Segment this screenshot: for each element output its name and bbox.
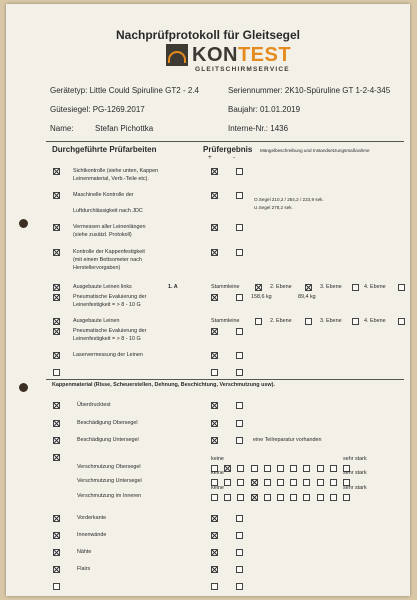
row-checkbox[interactable] (53, 369, 60, 376)
result-plus-checkbox[interactable] (211, 566, 218, 573)
interne-nr: Interne-Nr.: 1436 (228, 124, 289, 133)
measurement-note: O.Segel 210,2 / 254,2 / 223,9 sek. (254, 197, 324, 202)
kappen-checkbox[interactable] (53, 454, 60, 461)
row-label: Ausgebaute Leinen links (73, 284, 132, 290)
result-minus-checkbox[interactable] (236, 224, 243, 231)
kappen-label: Verschmutzung im Inneren (77, 493, 142, 499)
verschmutzung-scale-box[interactable] (224, 465, 231, 472)
verschmutzung-scale-box[interactable] (277, 494, 284, 501)
result-plus-checkbox[interactable] (211, 328, 218, 335)
verschmutzung-scale-box[interactable] (251, 494, 258, 501)
ebene-checkbox[interactable] (255, 318, 262, 325)
logo-badge-icon (166, 44, 188, 66)
ebene-label: 2. Ebene (270, 284, 292, 290)
verschmutzung-scale-box[interactable] (277, 479, 284, 486)
result-plus-checkbox[interactable] (211, 549, 218, 556)
kappen-checkbox[interactable] (53, 566, 60, 573)
kappen-checkbox[interactable] (53, 583, 60, 590)
ebene-label: Stammleine (211, 284, 240, 290)
row-checkbox[interactable] (53, 352, 60, 359)
baujahr: Baujahr: 01.01.2019 (228, 105, 301, 114)
result-plus-checkbox[interactable] (211, 515, 218, 522)
verschmutzung-scale-box[interactable] (277, 465, 284, 472)
result-plus-checkbox[interactable] (211, 249, 218, 256)
verschmutzung-scale-box[interactable] (330, 465, 337, 472)
verschmutzung-scale-box[interactable] (317, 479, 324, 486)
ebene-checkbox[interactable] (352, 284, 359, 291)
verschmutzung-scale-box[interactable] (343, 494, 350, 501)
verschmutzung-scale-box[interactable] (237, 479, 244, 486)
ebene-checkbox[interactable] (398, 318, 405, 325)
page-title: Nachprüfprotokoll für Gleitsegel (115, 28, 301, 42)
divider (46, 379, 404, 380)
measurement-note: U.Segel 278,2 sek. (254, 205, 293, 210)
scale-keine: keine (211, 485, 224, 491)
kappen-label: Flairs (77, 566, 91, 572)
row-checkbox[interactable] (53, 168, 60, 175)
result-minus-checkbox[interactable] (236, 583, 243, 590)
ebene-checkbox[interactable] (352, 318, 359, 325)
kappen-label: Verschmutzung Untersegel (77, 478, 142, 484)
verschmutzung-scale-box[interactable] (251, 465, 258, 472)
row-checkbox[interactable] (53, 328, 60, 335)
row-label: Maschinelle Kontrolle der Luftdurchlässigkeit nach JDC (73, 192, 143, 214)
result-minus-checkbox[interactable] (236, 549, 243, 556)
verschmutzung-scale-box[interactable] (237, 465, 244, 472)
row-checkbox[interactable] (53, 294, 60, 301)
name-value: Stefan Pichottka (95, 124, 154, 133)
scale-sehr-stark: sehr stark (343, 470, 367, 476)
row-label: Laservermessung der Leinen (73, 352, 143, 358)
result-minus-checkbox[interactable] (236, 192, 243, 199)
kappen-label: Vorderkante (77, 515, 107, 521)
result-plus-checkbox[interactable] (211, 583, 218, 590)
result-plus-checkbox[interactable] (211, 532, 218, 539)
result-plus-checkbox[interactable] (211, 352, 218, 359)
kappen-label: Beschädigung Obersegel (77, 420, 138, 426)
guetesiegel: Gütesiegel: PG-1269.2017 (50, 105, 145, 114)
result-plus-checkbox[interactable] (211, 294, 218, 301)
kappen-label: Innenwände (77, 532, 107, 538)
ebene-label: 4. Ebene (364, 318, 386, 324)
kappen-note: eine Teilreparatur vorhanden (253, 437, 322, 443)
ebene-checkbox[interactable] (255, 284, 262, 291)
kappen-label: Verschmutzung Obersegel (77, 464, 141, 470)
result-minus-checkbox[interactable] (236, 328, 243, 335)
protocol-sheet (6, 4, 410, 596)
geraetetyp: Gerätetyp: Little Could Spiruline GT2 - 2.4 (50, 86, 199, 95)
verschmutzung-scale-box[interactable] (303, 494, 310, 501)
kappen-checkbox[interactable] (53, 437, 60, 444)
row-checkbox[interactable] (53, 224, 60, 231)
verschmutzung-scale-box[interactable] (330, 494, 337, 501)
verschmutzung-scale-box[interactable] (317, 465, 324, 472)
row-label: Sichtkontrolle (siehe unten, Kappen Leinenmaterial, Verb.-Teile etc). (73, 168, 159, 182)
verschmutzung-scale-box[interactable] (330, 479, 337, 486)
result-minus-checkbox[interactable] (236, 437, 243, 444)
row-label: Pneumatische Evaluierung der Leinenfestigkeit = > 8 - 10 G (73, 328, 147, 342)
header-minus: - (233, 154, 236, 161)
result-minus-checkbox[interactable] (236, 294, 243, 301)
result-minus-checkbox[interactable] (236, 532, 243, 539)
result-plus-checkbox[interactable] (211, 224, 218, 231)
punch-hole (19, 219, 28, 228)
verschmutzung-scale-box[interactable] (317, 494, 324, 501)
row-label: Kontrolle der Kappenfestigkeit (mit einem Bettsometer nach Herstellervorgaben) (73, 249, 145, 271)
ebene-checkbox[interactable] (305, 284, 312, 291)
result-plus-checkbox[interactable] (211, 420, 218, 427)
kappen-label: Überdrucktest (77, 402, 111, 408)
row-label: Vermessen aller Leinenlängen (siehe zusätzl. Protokoll) (73, 224, 146, 238)
verschmutzung-scale-box[interactable] (264, 465, 271, 472)
kappen-label: Nähte (77, 549, 92, 555)
result-minus-checkbox[interactable] (236, 420, 243, 427)
kappen-label: Beschädigung Untersegel (77, 437, 139, 443)
row-extra: 1. A (168, 284, 178, 290)
scale-keine: keine (211, 456, 224, 462)
kontest-logo: KONTEST GLEITSCHIRMSERVICE (166, 44, 296, 76)
ebene-label: Stammleine (211, 318, 240, 324)
result-minus-checkbox[interactable] (236, 168, 243, 175)
verschmutzung-scale-box[interactable] (264, 494, 271, 501)
verschmutzung-scale-box[interactable] (290, 494, 297, 501)
kappen-checkbox[interactable] (53, 402, 60, 409)
verschmutzung-scale-box[interactable] (224, 479, 231, 486)
divider (46, 141, 404, 142)
result-plus-checkbox[interactable] (211, 168, 218, 175)
verschmutzung-scale-box[interactable] (303, 465, 310, 472)
force-value: 89,4 kg (298, 294, 316, 300)
result-plus-checkbox[interactable] (211, 369, 218, 376)
row-checkbox[interactable] (53, 284, 60, 291)
verschmutzung-scale-box[interactable] (290, 479, 297, 486)
ebene-label: 3. Ebene (320, 318, 342, 324)
kappen-checkbox[interactable] (53, 420, 60, 427)
kappen-checkbox[interactable] (53, 549, 60, 556)
verschmutzung-scale-box[interactable] (251, 479, 258, 486)
row-label: Pneumatische Evaluierung der Leinenfestigkeit = > 8 - 10 G (73, 294, 147, 308)
row-label: Ausgebaute Leinen (73, 318, 120, 324)
scale-sehr-stark: sehr stark (343, 485, 367, 491)
row-checkbox[interactable] (53, 249, 60, 256)
header-plus: + (208, 154, 212, 161)
name-label: Name: (50, 124, 74, 133)
verschmutzung-scale-box[interactable] (303, 479, 310, 486)
kappen-checkbox[interactable] (53, 515, 60, 522)
verschmutzung-scale-box[interactable] (224, 494, 231, 501)
header-durchgefuehrt: Durchgeführte Prüfarbeiten (52, 145, 157, 154)
verschmutzung-scale-box[interactable] (237, 494, 244, 501)
verschmutzung-scale-box[interactable] (264, 479, 271, 486)
result-minus-checkbox[interactable] (236, 369, 243, 376)
result-minus-checkbox[interactable] (236, 402, 243, 409)
result-minus-checkbox[interactable] (236, 352, 243, 359)
result-minus-checkbox[interactable] (236, 249, 243, 256)
kappen-checkbox[interactable] (53, 532, 60, 539)
punch-hole (19, 383, 28, 392)
ebene-label: 2. Ebene (270, 318, 292, 324)
result-minus-checkbox[interactable] (236, 566, 243, 573)
result-plus-checkbox[interactable] (211, 437, 218, 444)
scale-keine: keine (211, 470, 224, 476)
header-pruefergebnis: Prüfergebnis (203, 145, 253, 154)
result-minus-checkbox[interactable] (236, 515, 243, 522)
ebene-label: 3. Ebene (320, 284, 342, 290)
row-checkbox[interactable] (53, 192, 60, 199)
result-plus-checkbox[interactable] (211, 402, 218, 409)
seriennummer: Seriennummer: 2K10-Spüruline GT 1-2-4-345 (228, 86, 391, 95)
ebene-label: 4. Ebene (364, 284, 386, 290)
scale-sehr-stark: sehr stark (343, 456, 367, 462)
header-maengel: Mängelbeschreibung und Instandsetzungsmaßnahme (260, 148, 370, 153)
force-value: 158,6 kg (251, 294, 272, 300)
verschmutzung-scale-box[interactable] (290, 465, 297, 472)
result-plus-checkbox[interactable] (211, 192, 218, 199)
verschmutzung-scale-box[interactable] (211, 494, 218, 501)
kappen-header: Kappenmaterial (Risse, Scheuerstellen, Dehnung, Beschichtung, Verschmutzung usw). (52, 382, 275, 388)
ebene-checkbox[interactable] (398, 284, 405, 291)
ebene-checkbox[interactable] (305, 318, 312, 325)
row-checkbox[interactable] (53, 318, 60, 325)
